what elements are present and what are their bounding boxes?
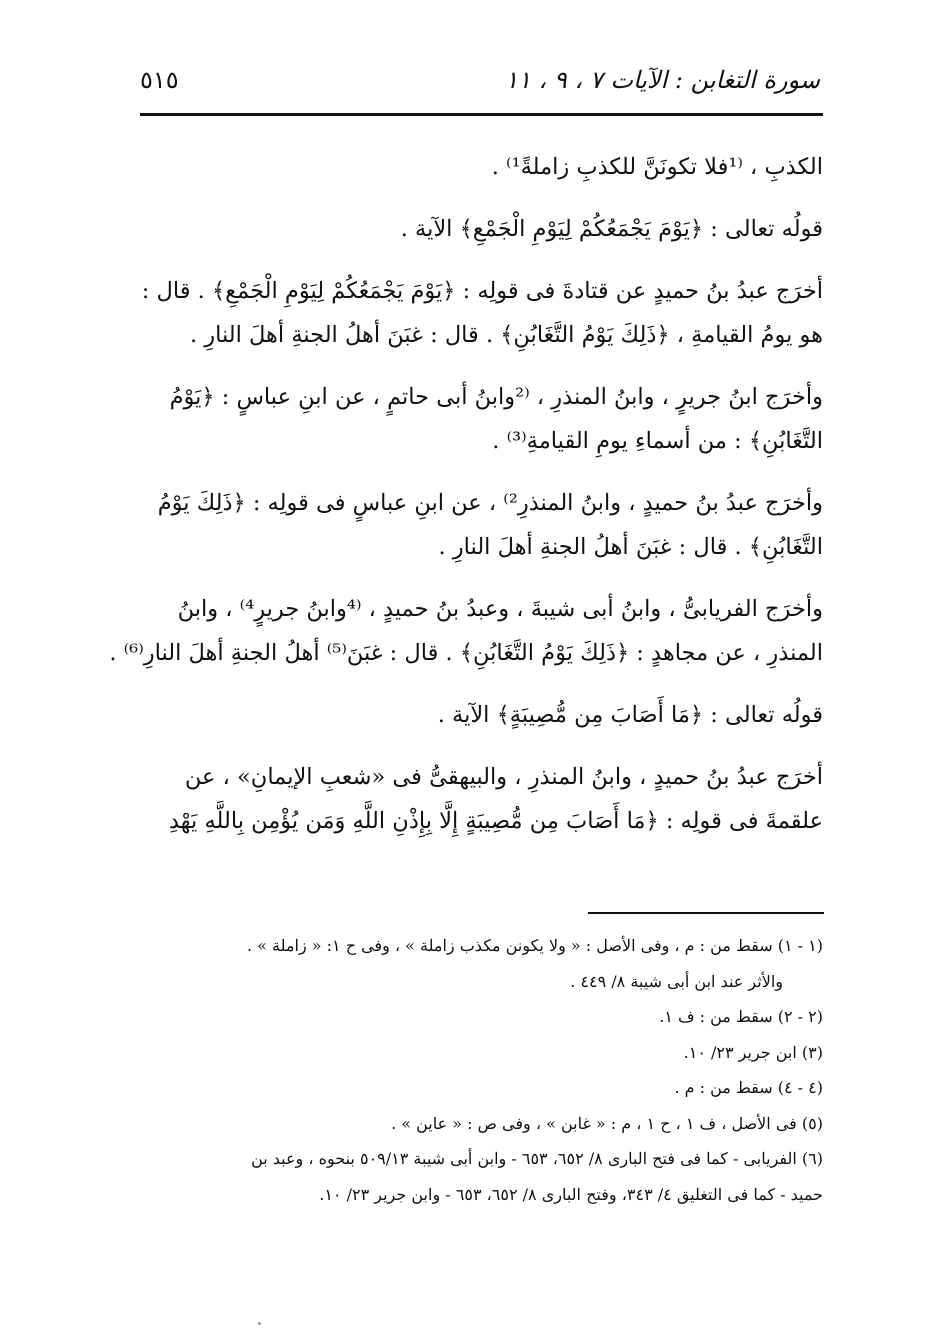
text-line: التَّغَابُنِ﴾ . قال : غبَنَ أهلُ الجنةِ أهلَ النارِ . — [438, 534, 823, 560]
text-line: أخرَج عبدُ بنُ حميدٍ ، وابنُ المنذرِ ، والبيهقىُّ فى «شعبِ الإيمانِ» ، عن — [184, 764, 823, 790]
footnote-line: (٤ - ٤) سقط من : م . — [674, 1078, 823, 1097]
text-line: علقمةَ فى قولِه : ﴿مَا أَصَابَ مِن مُّصِيبَةٍ إِلَّا بِإِذْنِ اللَّهِ وَمَن يُؤْمِن بِاللَّهِ يَهْدِ — [168, 808, 823, 834]
footnote-line: (٦) الفريابى - كما فى فتح البارى ٨/ ٦٥٢، ٦٥٣ - وابن أبى شيبة ٥٠٩/١٣ بنحوه ، وعبد بن — [251, 1149, 823, 1168]
footnote-line: (٥) فى الأصل ، ف ١ ، ح ١ ، م : « غابن » ، وفى ص : « عاين » . — [391, 1113, 823, 1133]
footnote-line: (١ - ١) سقط من : م ، وفى الأصل : « ولا يكونن مكذب زاملة » ، وفى ح ١: « زاملة » . — [247, 936, 823, 955]
scan-speck — [258, 1322, 261, 1325]
section-heading: قولُه تعالى : ﴿مَا أَصَابَ مِن مُّصِيبَةٍ﴾ الآية . — [437, 702, 823, 728]
footnote-line: (٢ - ٢) سقط من : ف ١. — [659, 1007, 823, 1026]
text-line: أخرَج عبدُ بنُ حميدٍ عن قتادةَ فى قولِه : ﴿يَوْمَ يَجْمَعُكُمْ لِيَوْمِ الْجَمْعِ﴾ . قال : — [141, 278, 823, 304]
text-line: التَّغَابُنِ﴾ : من أسماءِ يومِ القيامةِ⁽³⁾ . — [492, 428, 823, 454]
footnote-line: والأثر عند ابن أبى شيبة ٨/ ٤٤٩ . — [570, 971, 783, 991]
text-line: وأخرَج ابنُ جريرٍ ، وابنُ المنذرِ ، ⁽²وابنُ أبى حاتمٍ ، عن ابنِ عباسٍ : ﴿يَوْمُ — [169, 384, 823, 410]
footnote-rule — [588, 912, 824, 914]
footnote-line: حميد - كما فى التغليق ٤/ ٣٤٣، وفتح البارى ٨/ ٦٥٢، ٦٥٣ - وابن جرير ٢٣/ ١٠. — [319, 1184, 823, 1204]
main-text — [109, 145, 823, 843]
text-line: هو يومُ القيامةِ ، ﴿ذَلِكَ يَوْمُ التَّغَابُنِ﴾ . قال : غبَنَ أهلُ الجنةِ أهلَ النارِ . — [189, 322, 823, 348]
text-line: وأخرَج الفريابىُّ ، وابنُ أبى شيبةَ ، وعبدُ بنُ حميدٍ ، ⁽⁴وابنُ جريرٍ⁴⁾ ، وابنُ — [177, 596, 823, 622]
text-line: وأخرَج عبدُ بنُ حميدٍ ، وابنُ المنذرِ²⁾ ، عن ابنِ عباسٍ فى قولِه : ﴿ذَلِكَ يَوْمُ — [157, 490, 823, 516]
text-line: الكذبِ ، ⁽¹فلا تكونَنَّ للكذبِ زاملةً¹⁾ . — [491, 154, 823, 180]
footnotes — [140, 928, 823, 1212]
footnote-line: (٣) ابن جرير ٢٣/ ١٠. — [683, 1042, 823, 1062]
page-number: ٥١٥ — [140, 66, 179, 94]
running-header — [140, 62, 820, 98]
header-title: سورة التغابن : الآيات ٧ ، ٩ ، ١١ — [505, 66, 820, 94]
section-heading: قولُه تعالى : ﴿يَوْمَ يَجْمَعُكُمْ لِيَوْمِ الْجَمْعِ﴾ الآية . — [400, 216, 823, 242]
header-rule — [140, 113, 823, 116]
text-line: المنذرِ ، عن مجاهدٍ : ﴿ذَلِكَ يَوْمُ التَّغَابُنِ﴾ . قال : غبَنَ⁽⁵⁾ أهلُ الجنةِ أهلَ النارِ⁽⁶⁾ . — [109, 640, 823, 666]
